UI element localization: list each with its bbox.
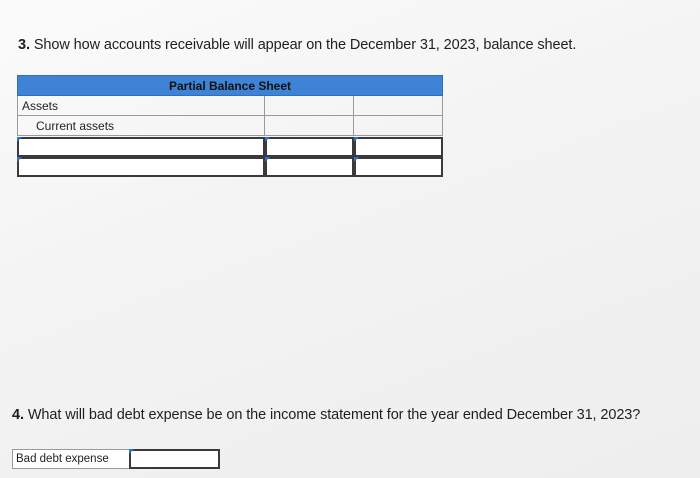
bad-debt-expense-input[interactable] xyxy=(129,449,220,469)
question-4 xyxy=(12,407,640,423)
row-total-cell xyxy=(354,116,443,136)
question-3-number: 3. xyxy=(18,37,30,53)
amount-input[interactable] xyxy=(265,137,354,157)
bad-debt-expense-label: Bad debt expense xyxy=(12,449,129,469)
question-3 xyxy=(18,37,576,53)
row-label: Current assets xyxy=(17,116,265,136)
account-name-input[interactable] xyxy=(17,137,265,157)
table-row-assets xyxy=(17,96,443,116)
row-label: Assets xyxy=(17,96,265,116)
row-amount-cell xyxy=(265,116,354,136)
partial-balance-sheet-table xyxy=(17,75,443,178)
row-total-cell xyxy=(354,96,443,116)
table-row-current-assets xyxy=(17,116,443,136)
question-3-text: Show how accounts receivable will appear on the December 31, 2023, balance sheet. xyxy=(33,37,577,53)
question-4-text: What will bad debt expense be on the income statement for the year ended December 31, 2023? xyxy=(27,407,641,423)
amount-input[interactable] xyxy=(265,157,354,177)
question-4-number: 4. xyxy=(12,407,24,423)
row-amount-cell xyxy=(265,96,354,116)
table-input-row xyxy=(17,137,443,157)
total-input[interactable] xyxy=(354,137,443,157)
account-name-input[interactable] xyxy=(17,157,265,177)
total-input[interactable] xyxy=(354,157,443,177)
table-title: Partial Balance Sheet xyxy=(17,75,443,96)
table-input-row xyxy=(17,157,443,177)
